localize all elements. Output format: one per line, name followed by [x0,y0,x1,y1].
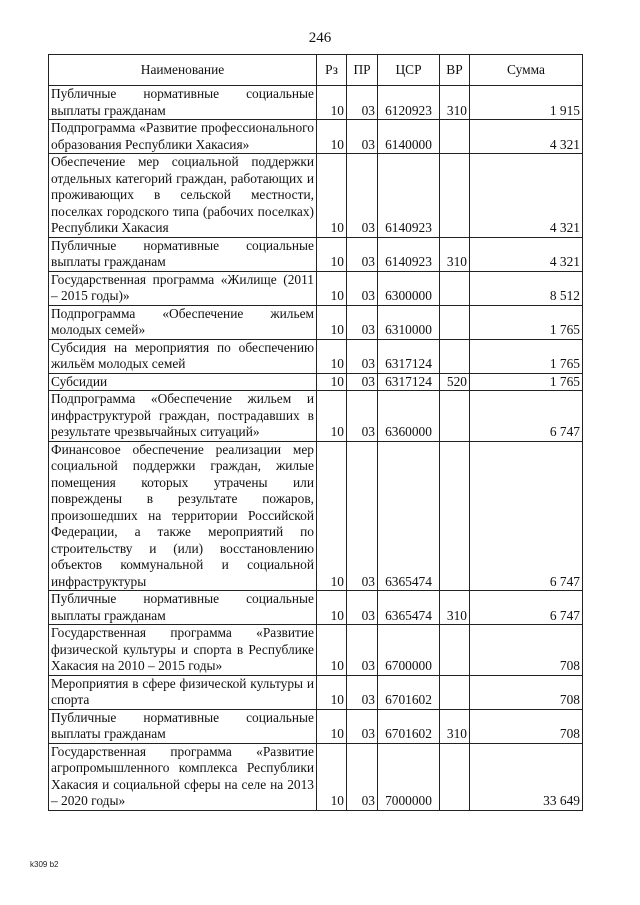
row-rz: 10 [317,339,347,373]
row-name: Государственная программа «Развитие физической культуры и спорта в Республике Хакасия на 2010 – 2015 годы» [49,625,317,676]
row-vr [440,120,470,154]
table-row [49,120,583,154]
row-csr: 6317124 [378,339,440,373]
footer-code: k309 b2 [30,860,59,869]
table-row [49,237,583,271]
header-sum: Сумма [470,55,583,86]
row-pr: 03 [347,237,378,271]
row-name: Государственная программа «Жилище (2011 – 2015 годы)» [49,271,317,305]
row-pr: 03 [347,271,378,305]
row-name: Обеспечение мер социальной поддержки отдельных категорий граждан, работающих и проживающих в сельской местности, поселках городского типа (рабочих поселках) Республики Хакасия [49,154,317,238]
row-sum: 6 747 [470,391,583,442]
row-pr: 03 [347,391,378,442]
row-name: Субсидии [49,373,317,391]
budget-table [48,54,583,811]
row-pr: 03 [347,709,378,743]
table-row [49,373,583,391]
row-rz: 10 [317,237,347,271]
row-sum: 1 765 [470,305,583,339]
page-number: 246 [308,30,332,46]
row-pr: 03 [347,86,378,120]
row-csr: 6300000 [378,271,440,305]
row-vr [440,339,470,373]
row-pr: 03 [347,625,378,676]
row-vr: 310 [440,709,470,743]
row-name: Публичные нормативные социальные выплаты гражданам [49,709,317,743]
header-rz: Рз [317,55,347,86]
table-row [49,675,583,709]
row-pr: 03 [347,120,378,154]
row-rz: 10 [317,591,347,625]
header-pr: ПР [347,55,378,86]
row-vr: 310 [440,86,470,120]
row-rz: 10 [317,743,347,810]
row-rz: 10 [317,373,347,391]
row-sum: 8 512 [470,271,583,305]
row-csr: 6360000 [378,391,440,442]
row-csr: 6140923 [378,237,440,271]
row-name: Финансовое обеспечение реализации мер социальной поддержки граждан, жилые помещения которых утрачены или повреждены в результате пожаров, произошедших на территории Российской Федерации, а также мероприятий по строительству и (или) восстановлению объектов коммунальной и социальной инфраструктуры [49,441,317,591]
row-pr: 03 [347,441,378,591]
row-csr: 6140923 [378,154,440,238]
row-name: Подпрограмма «Развитие профессионального образования Республики Хакасия» [49,120,317,154]
row-vr [440,743,470,810]
row-csr: 6700000 [378,625,440,676]
row-rz: 10 [317,86,347,120]
row-rz: 10 [317,271,347,305]
row-vr [440,441,470,591]
table-row [49,86,583,120]
row-csr: 6140000 [378,120,440,154]
table-row [49,441,583,591]
row-vr [440,271,470,305]
row-vr [440,391,470,442]
row-sum: 708 [470,625,583,676]
row-sum: 33 649 [470,743,583,810]
header-vr: ВР [440,55,470,86]
row-csr: 6365474 [378,591,440,625]
row-vr [440,675,470,709]
table-row [49,154,583,238]
table-row [49,591,583,625]
row-rz: 10 [317,709,347,743]
row-csr: 6365474 [378,441,440,591]
row-csr: 7000000 [378,743,440,810]
row-sum: 1 765 [470,339,583,373]
row-vr: 310 [440,237,470,271]
row-name: Подпрограмма «Обеспечение жильем молодых семей» [49,305,317,339]
table-row [49,271,583,305]
row-pr: 03 [347,154,378,238]
row-name: Субсидия на мероприятия по обеспечению жильём молодых семей [49,339,317,373]
row-sum: 6 747 [470,591,583,625]
table-row [49,305,583,339]
row-name: Мероприятия в сфере физической культуры и спорта [49,675,317,709]
row-pr: 03 [347,373,378,391]
row-sum: 708 [470,709,583,743]
row-csr: 6310000 [378,305,440,339]
row-vr: 310 [440,591,470,625]
row-vr [440,625,470,676]
row-sum: 6 747 [470,441,583,591]
row-name: Государственная программа «Развитие агропромышленного комплекса Республики Хакасия и социальной сферы на селе на 2013 – 2020 годы» [49,743,317,810]
row-csr: 6120923 [378,86,440,120]
row-csr: 6701602 [378,709,440,743]
row-rz: 10 [317,441,347,591]
table-row [49,391,583,442]
row-pr: 03 [347,339,378,373]
table-header-row [49,55,583,86]
row-rz: 10 [317,625,347,676]
row-name: Публичные нормативные социальные выплаты гражданам [49,86,317,120]
header-csr: ЦСР [378,55,440,86]
table-row [49,743,583,810]
row-sum: 4 321 [470,154,583,238]
row-vr [440,305,470,339]
header-name: Наименование [49,55,317,86]
row-pr: 03 [347,305,378,339]
row-pr: 03 [347,591,378,625]
row-csr: 6317124 [378,373,440,391]
row-name: Публичные нормативные социальные выплаты гражданам [49,237,317,271]
row-sum: 4 321 [470,120,583,154]
row-vr [440,154,470,238]
row-sum: 1 765 [470,373,583,391]
row-name: Подпрограмма «Обеспечение жильем и инфраструктурой граждан, пострадавших в результате чрезвычайных ситуаций» [49,391,317,442]
table-row [49,709,583,743]
row-rz: 10 [317,154,347,238]
table-row [49,625,583,676]
row-rz: 10 [317,120,347,154]
table-row [49,339,583,373]
row-csr: 6701602 [378,675,440,709]
row-rz: 10 [317,305,347,339]
row-sum: 1 915 [470,86,583,120]
row-rz: 10 [317,675,347,709]
row-name: Публичные нормативные социальные выплаты гражданам [49,591,317,625]
row-sum: 708 [470,675,583,709]
row-vr: 520 [440,373,470,391]
row-sum: 4 321 [470,237,583,271]
row-rz: 10 [317,391,347,442]
row-pr: 03 [347,675,378,709]
row-pr: 03 [347,743,378,810]
